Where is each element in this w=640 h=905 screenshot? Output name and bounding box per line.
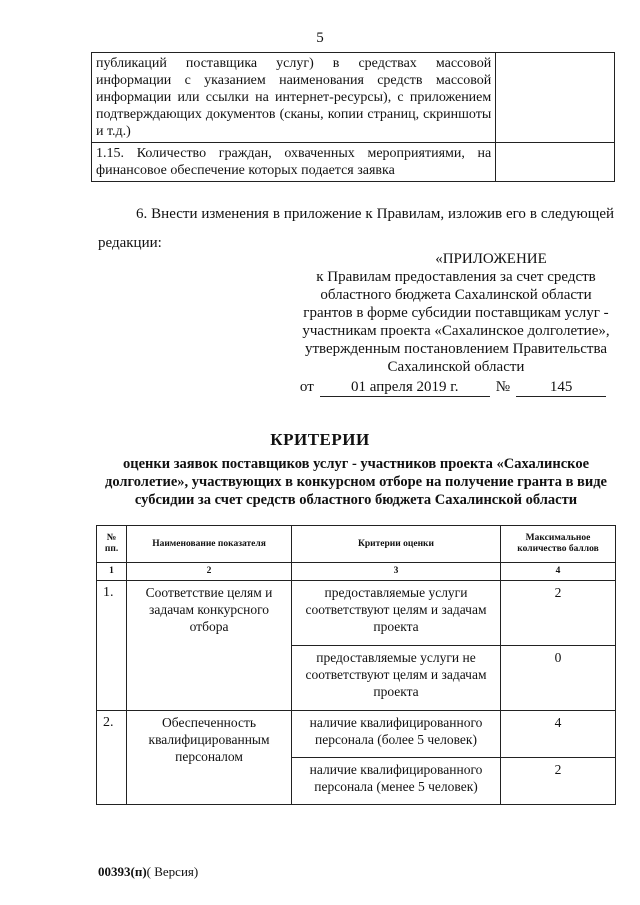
table-header-row: [97, 526, 616, 563]
page-number: 5: [316, 30, 324, 46]
decree-line: [298, 378, 614, 397]
criterion-points: 4: [501, 711, 616, 758]
decree-from-label: от: [299, 379, 314, 395]
column-number: 1: [97, 563, 127, 581]
header-criteria: Критерии оценки: [291, 526, 500, 563]
continuation-table: [91, 52, 615, 182]
header-indicator: Наименование показателя: [127, 526, 292, 563]
indicator-name: Обеспеченность квалифицированным персоналом: [127, 711, 292, 805]
column-number: 3: [291, 563, 500, 581]
header-max-points: Максимальное количество баллов: [501, 526, 616, 563]
indicator-name: Соответствие целям и задачам конкурсного отбора: [127, 581, 292, 711]
table-cell-text: 1.15. Количество граждан, охваченных мероприятиями, на финансовое обеспечение которых подается заявка: [92, 143, 496, 182]
footer-version: ( Версия): [146, 864, 199, 879]
table-cell-empty: [496, 53, 615, 143]
amendment-text: 6. Внести изменения в приложение к Правилам, изложив его в следующей редакции:: [98, 206, 614, 251]
table-cell-empty: [496, 143, 615, 182]
document-footer: [98, 864, 198, 880]
table-row: [92, 143, 615, 182]
row-number: 2.: [97, 711, 127, 805]
table-cell-text: публикаций поставщика услуг) в средствах массовой информации с указанием наименования средств массовой информации или ссылки на интернет-ресурсы), с приложением подтверждающих документов (сканы, копии страниц, скриншоты и т.д.): [92, 53, 496, 143]
criterion-points: 0: [501, 646, 616, 711]
header-number: № пп.: [97, 526, 127, 563]
decree-number: 145: [516, 378, 606, 397]
column-number: 4: [501, 563, 616, 581]
footer-code: 00393(п): [98, 864, 147, 879]
table-row: [92, 53, 615, 143]
criterion-text: предоставляемые услуги соответствуют целям и задачам проекта: [291, 581, 500, 646]
appendix-heading: «ПРИЛОЖЕНИЕ: [435, 251, 547, 267]
criteria-table: [96, 525, 616, 805]
criterion-text: наличие квалифицированного персонала (более 5 человек): [291, 711, 500, 758]
appendix-body: к Правилам предоставления за счет средств областного бюджета Сахалинской области грантов в форме субсидии поставщикам услуг - участникам проекта «Сахалинское долголетие», утвержденным постановлением Правительства Сахалинской области: [302, 269, 610, 375]
column-number-row: [97, 563, 616, 581]
criterion-text: наличие квалифицированного персонала (менее 5 человек): [291, 758, 500, 805]
criteria-subtitle: оценки заявок поставщиков услуг - участников проекта «Сахалинское долголетие», участвующих в конкурсном отборе на получение гранта в виде субсидии за счет средств областного бюджета Сахалинской области: [105, 456, 607, 508]
criterion-points: 2: [501, 581, 616, 646]
criteria-title: КРИТЕРИИ: [270, 430, 370, 449]
appendix-block: [298, 250, 614, 397]
column-number: 2: [127, 563, 292, 581]
criterion-points: 2: [501, 758, 616, 805]
decree-number-label: №: [495, 379, 511, 395]
table-row: [97, 581, 616, 646]
table-row: [97, 711, 616, 758]
criterion-text: предоставляемые услуги не соответствуют целям и задачам проекта: [291, 646, 500, 711]
decree-date: 01 апреля 2019 г.: [320, 378, 490, 397]
row-number: 1.: [97, 581, 127, 711]
